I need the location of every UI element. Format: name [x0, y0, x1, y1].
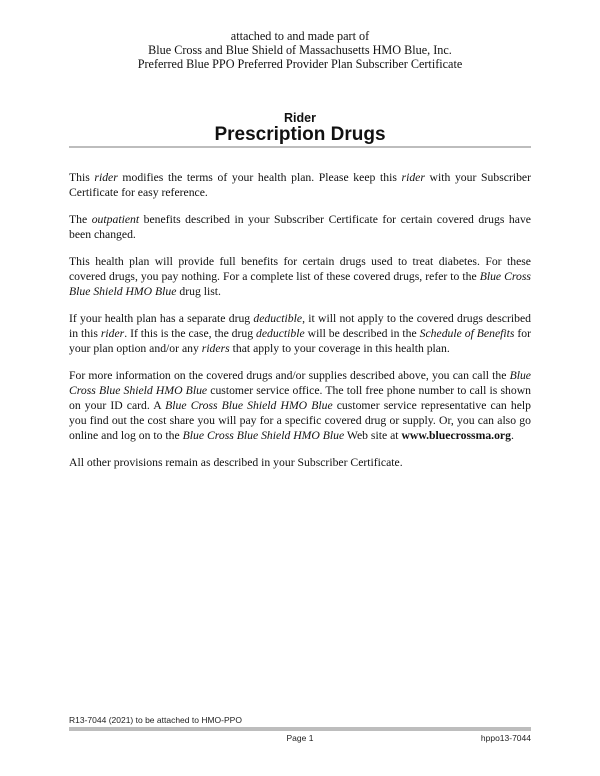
title-divider	[69, 146, 531, 148]
emphasis: Blue Cross Blue Shield HMO Blue	[69, 270, 531, 298]
paragraph-1	[69, 170, 531, 200]
website-link[interactable]: www.bluecrossma.org	[401, 429, 511, 442]
emphasis: rider	[401, 171, 425, 184]
emphasis: rider	[94, 171, 118, 184]
text: with your Subscriber Certificate for easy reference.	[69, 171, 532, 199]
text: This health plan will provide full benefits for certain drugs used to treat diabetes. For these covered drugs, you pay nothing. For a complete list of these covered drugs, refer to the	[69, 255, 531, 283]
emphasis: Blue Cross Blue Shield HMO Blue	[69, 369, 531, 397]
text: , it will not apply to the covered drugs described in this	[69, 312, 531, 340]
document-header	[0, 29, 600, 71]
emphasis: Blue Cross Blue Shield HMO Blue	[182, 429, 345, 442]
text: customer service representative can help you find out the cost share you will pay for a specific covered drug or supply. Or, you can also go online and log on to the	[69, 399, 531, 442]
footer-divider	[69, 727, 531, 731]
paragraph-5	[69, 368, 531, 443]
text: drug list.	[176, 285, 221, 298]
emphasis: riders	[201, 342, 230, 355]
paragraph-6	[69, 455, 531, 470]
emphasis: outpatient	[91, 213, 140, 226]
emphasis: Schedule of Benefits	[419, 327, 515, 340]
text: All other provisions remain as described in your Subscriber Certificate.	[69, 456, 403, 469]
paragraph-4	[69, 311, 531, 356]
emphasis: deductible	[256, 327, 305, 340]
paragraph-2	[69, 212, 531, 242]
paragraph-3	[69, 254, 531, 299]
text: benefits described in your Subscriber Certificate for certain covered drugs have been changed.	[69, 213, 531, 241]
text: This	[69, 171, 95, 184]
text: The	[69, 213, 92, 226]
document-body	[69, 170, 531, 482]
text: that apply to your coverage in this health plan.	[229, 342, 450, 355]
page-number: Page 1	[286, 733, 314, 743]
emphasis: Blue Cross Blue Shield HMO Blue	[165, 399, 333, 412]
text: Web site at	[344, 429, 402, 442]
emphasis: deductible	[253, 312, 303, 325]
text: modifies the terms of your health plan. Please keep this	[117, 171, 402, 184]
emphasis: rider	[100, 327, 125, 340]
text: For more information on the covered drugs and/or supplies described above, you can call the	[69, 369, 510, 382]
header-line-1: attached to and made part of	[230, 29, 370, 43]
document-id: hppo13-7044	[480, 733, 531, 743]
text: for your plan option and/or any	[69, 327, 531, 355]
page-title: Prescription Drugs	[214, 124, 386, 145]
header-line-2: Blue Cross and Blue Shield of Massachusetts HMO Blue, Inc.	[148, 43, 452, 57]
footer-form-code: R13-7044 (2021) to be attached to HMO-PPO	[69, 715, 242, 725]
text: customer service office. The toll free phone number to call is shown on your ID card. A	[69, 384, 532, 412]
rider-label: Rider	[284, 111, 316, 125]
text: If your health plan has a separate drug	[69, 312, 254, 325]
text: .	[510, 429, 514, 442]
header-line-3: Preferred Blue PPO Preferred Provider Plan Subscriber Certificate	[137, 57, 463, 71]
text: will be described in the	[304, 327, 420, 340]
text: . If this is the case, the drug	[124, 327, 257, 340]
